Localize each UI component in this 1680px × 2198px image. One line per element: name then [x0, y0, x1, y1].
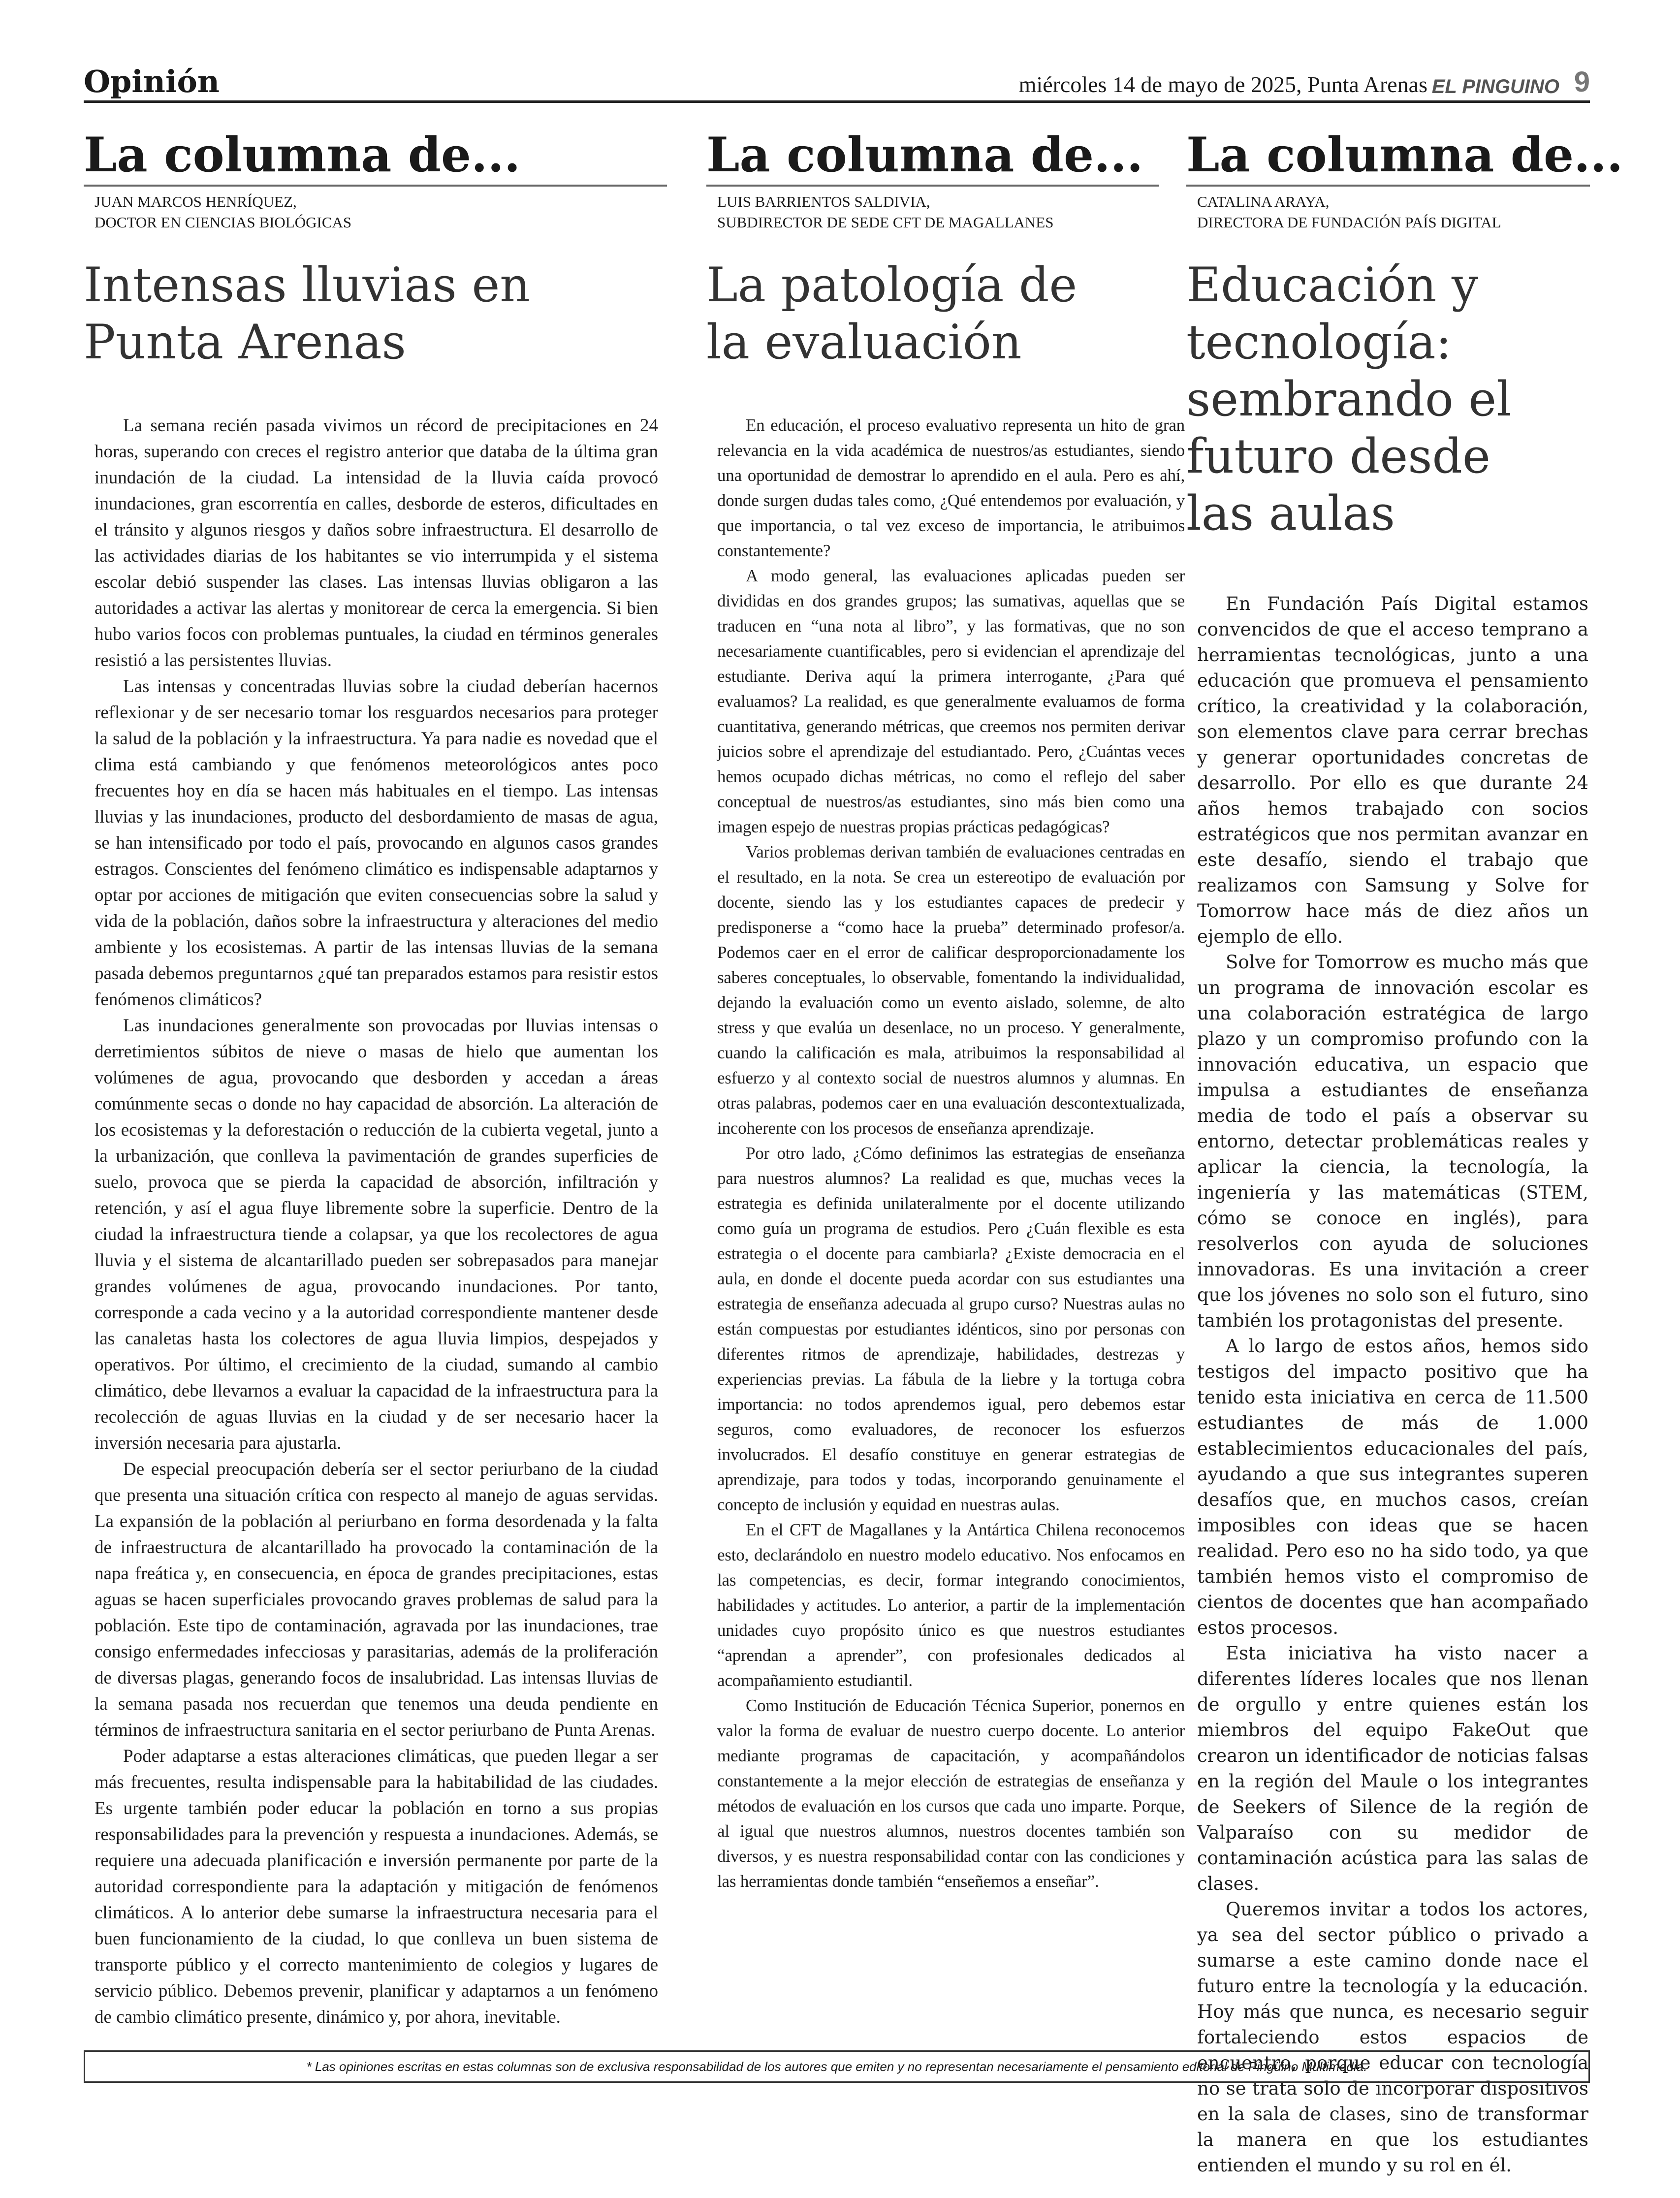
paragraph: Por otro lado, ¿Cómo definimos las estrategias de enseñanza para nuestros alumnos? La realidad es que, muchas veces la estrategia es definida unilateralmente por el docente utilizando como guía un programa de estudios. Pero ¿Cuán flexible es esta estrategia o el docente para cambiarla? ¿Existe democracia en el aula, en donde el docente pueda acordar con sus estudiantes una estrategia de enseñanza adecuada al grupo curso? Nuestras aulas no están compuestas por estudiantes idénticos, sino por personas con diferentes ritmos de aprendizaje, habilidades, destrezas y experiencias previas. La fábula de la liebre y la tortuga cobra importancia: no todos aprendemos igual, pero debemos estar seguros, como evaluadores, de reconocer los esfuerzos involucrados. El desafío constituye en generar estrategias de aprendizaje, para todos y todas, incorporando genuinamente el concepto de inclusión y equidad en nuestras aulas.: [717, 1144, 1185, 1514]
paragraph: La semana recién pasada vivimos un récord de precipitaciones en 24 horas, superando con creces el registro anterior que databa de la última gran inundación de la ciudad. La intensidad de la lluvia caída provocó inundaciones, gran escorrentía en calles, desborde de esteros, dificultades en el tránsito y algunos riesgos y daños sobre infraestructura. El desarrollo de las actividades diarias de los habitantes se vio interrumpida y el sistema escolar debió suspender las clases. Las intensas lluvias obligaron a las autoridades a activar las alertas y monitorear de cerca la emergencia. Si bien hubo varios focos con problemas puntuales, la ciudad en términos generales resistió a las persistentes lluvias.: [95, 415, 658, 670]
paragraph: A modo general, las evaluaciones aplicadas pueden ser divididas en dos grandes grupos; las sumativas, aquellas que se traducen en “una nota al libro”, y las formativas, que no son necesariamente cuantificables, pero si evidencian el aprendizaje del estudiante. Deriva aquí la primera interrogante, ¿Para qué evaluamos? La realidad, es que generalmente evaluamos de forma cuantitativa, generando métricas, que creemos nos permiten derivar juicios sobre el aprendizaje del estudiantado. Pero, ¿Cuántas veces hemos ocupado dichas métricas, no como el reflejo del saber conceptual de nuestros/as estudiantes, sino más bien como una imagen espejo de nuestras propias prácticas pedagógicas?: [717, 566, 1185, 836]
paragraph: Varios problemas derivan también de evaluaciones centradas en el resultado, en la nota. Se crea un estereotipo de evaluación por docente, siendo las y los estudiantes capaces de predecir y predisponerse a “como hace la prueba” determinado profesor/a. Podemos caer en el error de calificar desproporcionadamente los saberes conceptuales, lo observable, fomentando la individualidad, dejando la evaluación como un evento aislado, solemne, de alto stress y que evalúa un desenlace, no un proceso. Y generalmente, cuando la calificación es mala, atribuimos la responsabilidad al esfuerzo y al contexto social de nuestros alumnos y alumnas. En otras palabras, podemos caer en una evaluación descontextualizada, incoherente con los procesos de enseñanza aprendizaje.: [717, 842, 1185, 1138]
article-headline: [706, 256, 1159, 371]
page-header: [84, 63, 1590, 103]
page-number: 9: [1574, 66, 1590, 98]
headline-line: las aulas: [1186, 486, 1395, 541]
paragraph: Solve for Tomorrow es mucho más que un programa de innovación escolar es una colaboración estratégica de largo plazo y un compromiso profundo con la innovación educativa, un espacio que impulsa a estudiantes de enseñanza media de todo el país a observar su entorno, detectar problemáticas reales y aplicar la ciencia, la tecnología, la ingeniería y las matemáticas (STEM, cómo se conoce en inglés), para resolverlos con ayuda de soluciones innovadoras. Es una invitación a creer que los jóvenes no solo son el futuro, sino también los protagonistas del presente.: [1197, 952, 1588, 1331]
newspaper-logo: EL PINGUINO: [1431, 76, 1559, 97]
section-title: Opinión: [84, 64, 220, 99]
author-name: JUAN MARCOS HENRÍQUEZ,: [95, 193, 297, 210]
author-title: DOCTOR EN CIENCIAS BIOLÓGICAS: [95, 214, 352, 231]
headline-line: Intensas lluvias en: [84, 257, 531, 313]
paragraph: Como Institución de Educación Técnica Superior, ponernos en valor la forma de evaluar de nuestro cuerpo docente. Lo anterior mediante programas de capacitación, y acompañándolos constantemente a la mejor elección de estrategias de enseñanza y métodos de evaluación en los cursos que cada uno imparte. Porque, al igual que nuestros alumnos, nuestros docentes también son diversos, y es nuestra responsabilidad contar con las condiciones y las herramientas donde también “enseñemos a enseñar”.: [717, 1696, 1185, 1891]
paragraph: Las inundaciones generalmente son provocadas por lluvias intensas o derretimientos súbitos de nieve o masas de hielo que aumentan los volúmenes de agua, provocando que desborden y accedan a áreas comúnmente secas o donde no hay capacidad de absorción. La alteración de los ecosistemas y la deforestación o reducción de la cubierta vegetal, junto a la urbanización, que conlleva la pavimentación de grandes superficies de suelo, provoca que se pierda la capacidad de absorción, infiltración y retención, y así el agua fluye libremente sobre la superficie. Dentro de la ciudad la infraestructura tiende a colapsar, ya que los recolectores de agua lluvia y el sistema de alcantarillado pueden ser sobrepasados para manejar grandes volúmenes de agua, provocando inundaciones. Por tanto, corresponde a cada vecino y a la autoridad correspondiente mantener desde las canaletas hasta los colectores de agua lluvia limpios, despejados y operativos. Por último, el crecimiento de la ciudad, sumando al cambio climático, debe llevarnos a evaluar la capacidad de la infraestructura para la recolección de aguas lluvias en la ciudad y de ser necesario hacer la inversión necesaria para ajustarla.: [95, 1016, 658, 1453]
headline-line: Educación y: [1186, 257, 1479, 313]
headline-line: la evaluación: [706, 315, 1022, 370]
headline-line: Punta Arenas: [84, 315, 406, 370]
disclaimer-box: * Las opiniones escritas en estas columnas son de exclusiva responsabilidad de los autores que emiten y no representan necesariamente el pensamiento editorial de Pingüino Multimedia.: [84, 2050, 1590, 2083]
article-body: [717, 413, 1185, 1894]
headline-line: sembrando el: [1186, 372, 1512, 427]
paragraph: Las intensas y concentradas lluvias sobre la ciudad deberían hacernos reflexionar y de ser necesario tomar los resguardos necesarios para proteger la salud de la población y la infraestructura. Ya para nadie es novedad que el clima está cambiando y que fenómenos meteorológicos antes poco frecuentes hoy en día se hacen más habituales en el tiempo. Las intensas lluvias y las inundaciones, producto del desbordamiento de masas de agua, se han intensificado por todo el país, provocando en algunos casos grandes estragos. Conscientes del fenómeno climático es indispensable adaptarnos y optar por acciones de mitigación que eviten consecuencias sobre la salud y vida de la población, daños sobre la infraestructura y alteraciones del medio ambiente y los ecosistemas. A partir de las intensas lluvias de la semana pasada debemos preguntarnos ¿qué tan preparados estamos para resistir estos fenómenos climáticos?: [95, 676, 658, 1010]
paragraph: De especial preocupación debería ser el sector periurbano de la ciudad que presenta una situación crítica con respecto al manejo de aguas servidas. La expansión de la población al periurbano en forma desordenada y la falta de infraestructura de alcantarillado ha provocado la contaminación de la napa freática y, en consecuencia, en época de grandes precipitaciones, estas aguas se hacen superficiales provocando graves problemas de salud para la población. Este tipo de contaminación, agravada por las inundaciones, trae consigo enfermedades infecciosas y parasitarias, además de la proliferación de diversas plagas, generando focos de insalubridad. Las intensas lluvias de la semana pasada nos recuerdan que tenemos una deuda pendiente en términos de infraestructura sanitaria en el sector periurbano de Punta Arenas.: [95, 1459, 658, 1740]
headline-line: tecnología:: [1186, 315, 1452, 370]
paragraph: Queremos invitar a todos los actores, ya sea del sector público o privado a sumarse a este camino donde nace el futuro entre la tecnología y la educación. Hoy más que nunca, es necesario seguir fortaleciendo estos espacios de encuentro, porque educar con tecnología no se trata solo de incorporar dispositivos en la sala de clases, sino de transformar la manera en que los estudiantes entienden el mundo y su rol en él.: [1197, 1899, 1588, 2176]
article-headline: [84, 256, 667, 371]
article-body: [1197, 591, 1588, 2178]
dateline: miércoles 14 de mayo de 2025, Punta Arenas: [1018, 72, 1427, 97]
article-body: [95, 413, 658, 2030]
author-title: SUBDIRECTOR DE SEDE CFT DE MAGALLANES: [717, 214, 1054, 231]
column-1: [84, 126, 667, 2030]
paragraph: En el CFT de Magallanes y la Antártica Chilena reconocemos esto, declarándolo en nuestro modelo educativo. Nos enfocamos en las competencias, es decir, formar integrando conocimientos, habilidades y actitudes. Lo anterior, a partir de la implementación unidades cuyo propósito único es que nuestros estudiantes “aprendan a aprender”, con profesionales dedicados al acompañamiento estudiantil.: [717, 1520, 1185, 1690]
author-name: LUIS BARRIENTOS SALDIVIA,: [717, 193, 930, 210]
author-title: DIRECTORA DE FUNDACIÓN PAÍS DIGITAL: [1197, 214, 1501, 231]
column-kicker: La columna de...: [1186, 126, 1590, 187]
column-kicker: La columna de...: [706, 126, 1159, 187]
paragraph: En educación, el proceso evaluativo representa un hito de gran relevancia en la vida académica de nuestros/as estudiantes, siendo una oportunidad de demostrar lo aprendido en el aula. Pero es ahí, donde surgen dudas tales como, ¿Qué entendemos por evaluación, y que importancia, o tal vez exceso de importancia, le atribuimos constantemente?: [717, 415, 1185, 560]
paragraph: Poder adaptarse a estas alteraciones climáticas, que pueden llegar a ser más frecuentes, resulta indispensable para la habitabilidad de las ciudades. Es urgente también poder educar la población en torno a sus propias responsabilidades para la prevención y respuesta a inundaciones. Además, se requiere una adecuada planificación e inversión permanente por parte de la autoridad correspondiente para la adaptación y mitigación de fenómenos climáticos. A lo anterior debe sumarse la infraestructura necesaria para el buen funcionamiento de la ciudad, lo que conlleva un buen sistema de transporte público y el correcto mantenimiento de colegios y lugares de servicio público. Debemos prevenir, planificar y adaptarnos a un fenómeno de cambio climático presente, dinámico y, por ahora, inevitable.: [95, 1746, 658, 2027]
paragraph: Esta iniciativa ha visto nacer a diferentes líderes locales que nos llenan de orgullo y entre quienes están los miembros del equipo FakeOut que crearon un identificador de noticias falsas en la región del Maule o los integrantes de Seekers of Silence de la región de Valparaíso con su medidor de contaminación acústica para las salas de clases.: [1197, 1643, 1588, 1894]
column-2: [706, 126, 1185, 1894]
column-3: [1186, 126, 1623, 2178]
headline-line: La patología de: [706, 257, 1078, 313]
headline-line: futuro desde: [1186, 429, 1490, 484]
author-name: CATALINA ARAYA,: [1197, 193, 1330, 210]
paragraph: A lo largo de estos años, hemos sido testigos del impacto positivo que ha tenido esta iniciativa en cerca de 11.500 estudiantes de más de 1.000 establecimientos educacionales del país, ayudando a que sus integrantes superen desafíos que, en muchos casos, creían imposibles con ideas que se hacen realidad. Pero eso no ha sido todo, ya que también hemos visto el compromiso de cientos de docentes que han acompañado estos procesos.: [1197, 1336, 1588, 1638]
paragraph: En Fundación País Digital estamos convencidos de que el acceso temprano a herramientas tecnológicas, junto a una educación que promueva el pensamiento crítico, la creatividad y la colaboración, son elementos clave para cerrar brechas y generar oportunidades concretas de desarrollo. Por ello es que durante 24 años hemos trabajado con socios estratégicos que nos permitan avanzar en este desafío, siendo el trabajo que realizamos con Samsung y Solve for Tomorrow hace más de diez años un ejemplo de ello.: [1197, 593, 1588, 947]
article-headline: [1186, 256, 1590, 542]
column-kicker: La columna de...: [84, 126, 667, 187]
